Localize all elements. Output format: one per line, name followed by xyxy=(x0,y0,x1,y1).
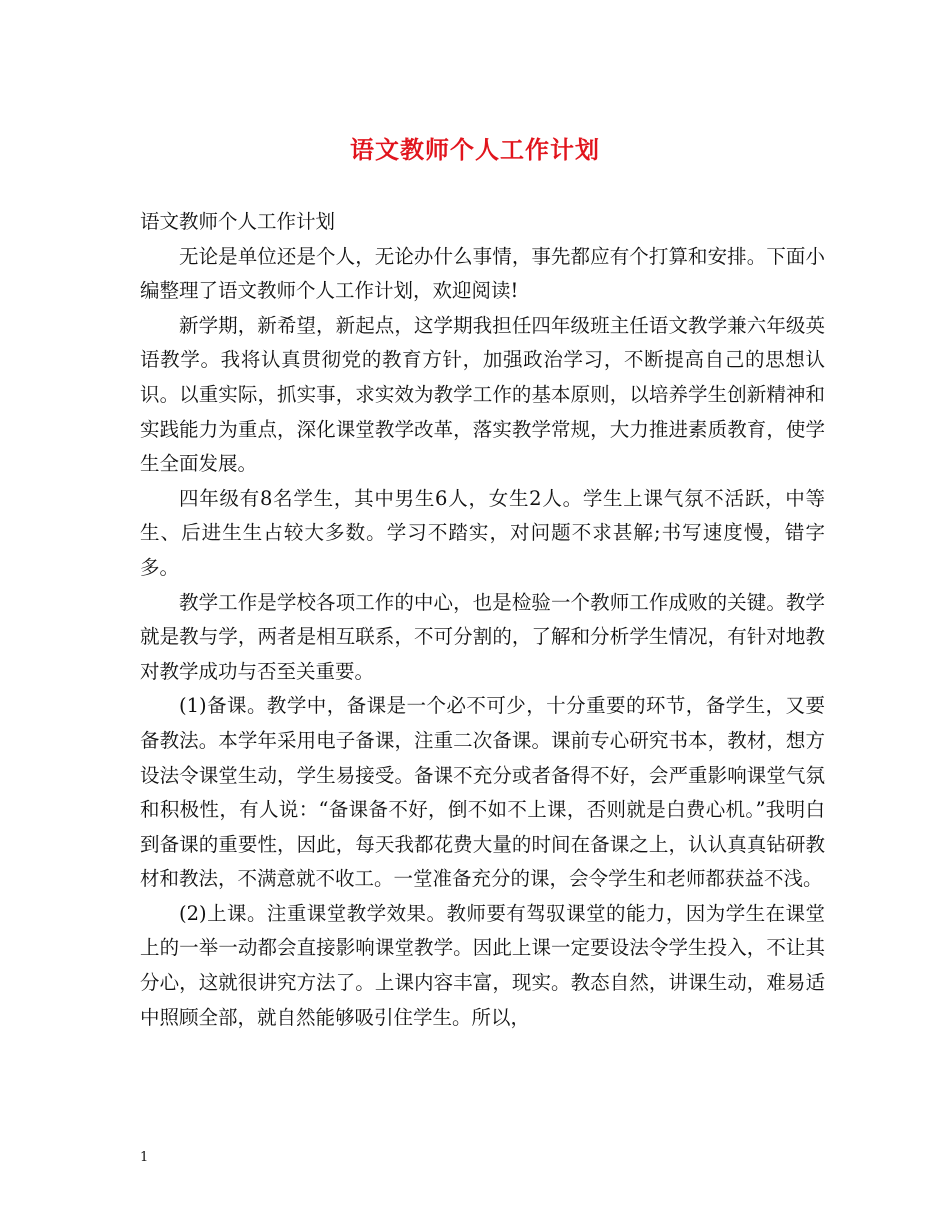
paragraph-students: 四年级有8名学生，其中男生6人，女生2人。学生上课气氛不活跃，中等生、后进生生占较大多数。学习不踏实，对问题不求甚解;书写速度慢，错字多。 xyxy=(140,486,825,579)
paragraph-lesson-prep: (1)备课。教学中，备课是一个必不可少，十分重要的环节，备学生，又要备教法。本学年采用电子备课，注重二次备课。课前专心研究书本，教材，想方设法令课堂生动，学生易接受。备课不充分或者备得不好，会严重影响课堂气氛和积极性，有人说：“备课备不好，倒不如不上课，否则就是白费心机。”我明白到备课的重要性，因此，每天我都花费大量的时间在备课之上，认认真真钻研教材和教法，不满意就不收工。一堂准备充分的课，会令学生和老师都获益不浅。 xyxy=(140,694,825,891)
document-body xyxy=(140,205,825,1035)
page-number: 1 xyxy=(140,1150,149,1165)
paragraph-class: (2)上课。注重课堂教学效果。教师要有驾驭课堂的能力，因为学生在课堂上的一举一动都会直接影响课堂教学。因此上课一定要设法令学生投入，不让其分心，这就很讲究方法了。上课内容丰富，现实。教态自然，讲课生动，难易适中照顾全部，就自然能够吸引住学生。所以， xyxy=(140,901,825,1029)
document-title: 语文教师个人工作计划 xyxy=(350,135,600,164)
paragraph-intro: 无论是单位还是个人，无论办什么事情，事先都应有个打算和安排。下面小编整理了语文教师个人工作计划，欢迎阅读! xyxy=(140,244,825,303)
paragraph-semester: 新学期，新希望，新起点，这学期我担任四年级班主任语文教学兼六年级英语教学。我将认真贯彻党的教育方针，加强政治学习，不断提高自己的思想认识。以重实际，抓实事，求实效为教学工作的基本原则，以培养学生创新精神和实践能力为重点，深化课堂教学改革，落实教学常规，大力推进素质教育，使学生全面发展。 xyxy=(140,313,825,476)
document-heading: 语文教师个人工作计划 xyxy=(140,210,336,233)
paragraph-teaching: 教学工作是学校各项工作的中心，也是检验一个教师工作成败的关键。教学就是教与学，两者是相互联系，不可分割的，了解和分析学生情况，有针对地教对教学成功与否至关重要。 xyxy=(140,590,825,683)
